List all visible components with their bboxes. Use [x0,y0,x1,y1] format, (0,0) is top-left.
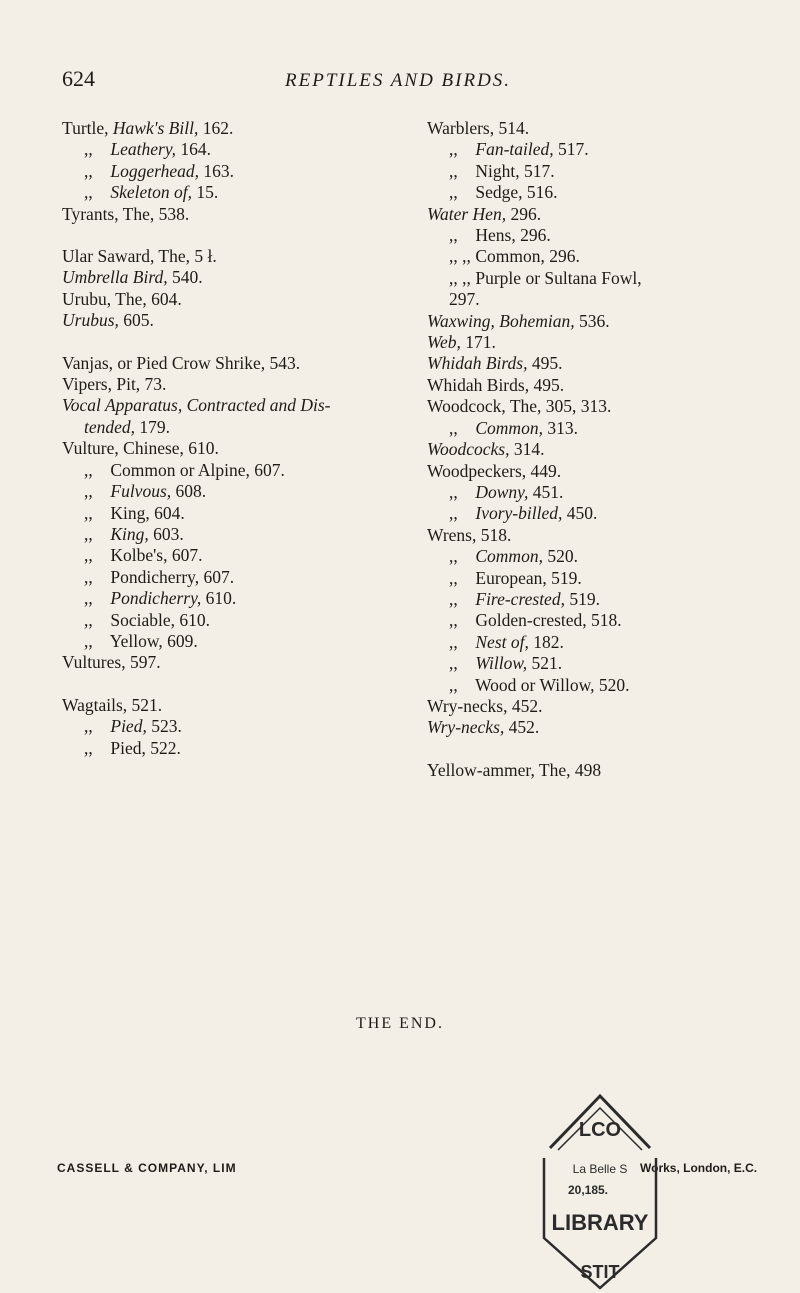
entry-tail: 521. [527,653,563,674]
index-entry [427,246,787,267]
ditto-mark: ,, [84,459,93,480]
entry-text: Common or Alpine, 607. [110,459,285,480]
running-title: REPTILES AND BIRDS. [285,70,512,91]
stamp-bottom: STIT [580,1262,620,1282]
index-entry [62,374,392,395]
entry-tail: 540. [167,267,203,288]
entry-text: Common, 296. [475,246,580,267]
entry-text: Warblers, 514. [427,118,530,138]
entry-tail: 15. [192,182,219,203]
index-entry [427,461,787,482]
ditto-mark: ,, [449,481,458,502]
ditto-mark: ,, [449,417,458,438]
ditto-mark: ,, [84,502,93,523]
index-entry [427,760,787,781]
printer-imprint-right: Works, London, E.C. [640,1161,758,1175]
entry-italic: Waxwing, Bohemian, [427,310,575,331]
index-entry [62,161,392,182]
entry-tail: 603. [148,523,184,544]
index-entry [62,481,392,502]
index-entry [427,118,787,139]
ditto-mark: ,, [449,546,458,567]
index-column-left [62,118,392,759]
index-entry [427,311,787,332]
entry-tail: 517. [553,139,589,160]
entry-text: Whidah Birds, 495. [427,374,565,395]
index-entry [427,396,787,417]
entry-italic: Common, [475,546,543,567]
index-entry [62,417,392,438]
entry-text: Night, 517. [475,160,555,181]
entry-tail: 163. [199,160,235,181]
index-entry [427,503,787,524]
entry-italic: Whidah Birds, [427,353,528,374]
ditto-mark: ,, [84,481,93,502]
index-entry [62,353,392,374]
entry-tail: 171. [460,332,496,353]
index-entry [62,395,392,416]
index-entry [62,438,392,459]
ditto-mark: ,, [449,139,458,160]
entry-italic: tended, [84,416,136,437]
entry-tail: 452. [504,717,540,738]
index-entry [427,696,787,717]
ditto-mark: ,, [84,737,93,758]
index-entry [62,139,392,160]
entry-italic: Hawk's Bill, [112,118,199,138]
index-entry [427,717,787,738]
index-entry [427,610,787,631]
index-entry [62,567,392,588]
entry-italic: Umbrella Bird, [62,267,168,288]
entry-italic: Vocal Apparatus, Contracted and Dis- [62,395,331,416]
entry-tail: 605. [118,310,154,331]
ditto-mark: ,, [84,139,93,160]
ditto-mark: ,, [449,588,458,609]
entry-text: European, 519. [475,567,582,588]
entry-italic: Leathery, [110,139,176,160]
entry-italic: Woodcocks, [427,439,510,460]
ditto-mark: ,, [84,160,93,181]
stamp-line1: La Belle S [572,1162,628,1176]
entry-text: Wagtails, 521. [62,694,163,715]
ditto-mark: ,, [449,182,458,203]
entry-text: Hens, 296. [475,225,551,246]
ditto-mark: ,, [84,523,93,544]
entry-text: Wry-necks, 452. [427,695,543,716]
entry-italic: Fan-tailed, [475,139,554,160]
entry-tail: 164. [176,139,211,160]
entry-text: Turtle, [62,118,113,138]
ditto-mark: ,, [84,716,93,737]
index-entry [62,631,392,652]
ditto-mark: ,, [449,610,458,631]
entry-tail: 314. [509,439,545,460]
entry-tail: 182. [528,631,564,652]
entry-tail: 162. [198,118,234,138]
entry-text: Woodcock, The, 305, 313. [427,396,612,417]
ditto-mark: ,, [84,566,93,587]
index-entry [62,738,392,759]
entry-italic: Common, [475,417,543,438]
index-entry [62,118,392,139]
the-end: THE END. [356,1015,444,1032]
entry-text: King, 604. [110,502,185,523]
entry-text: Yellow, 609. [109,630,198,651]
entry-italic: Pied, [110,716,147,737]
ditto-mark: ,, [84,545,93,566]
ditto-mark: ,, [449,653,458,674]
index-entry [427,589,787,610]
index-entry [62,310,392,331]
index-entry [427,653,787,674]
entry-italic: Wry-necks, [427,717,505,738]
index-entry [427,418,787,439]
index-entry [427,482,787,503]
index-entry [427,568,787,589]
entry-tail: 451. [528,481,564,502]
ditto-mark: ,, ,, [449,267,471,288]
index-entry [427,353,787,374]
entry-tail: 450. [562,503,598,524]
ditto-mark: ,, [449,674,458,695]
entry-tail: 523. [146,716,182,737]
entry-text: Wrens, 518. [427,524,512,545]
index-entry [62,182,392,203]
index-entry [427,182,787,203]
entry-tail: 536. [574,310,610,331]
entry-tail: 179. [135,416,171,437]
stamp-top-text: LCO [578,1119,622,1141]
entry-tail: 610. [201,588,237,609]
index-entry [62,524,392,545]
index-entry [62,267,392,288]
index-entry [427,439,787,460]
ditto-mark: ,, [449,631,458,652]
entry-italic: Urubus, [62,310,119,331]
entry-text: Tyrants, The, 538. [62,203,190,224]
entry-italic: Downy, [475,481,529,502]
entry-text: Purple or Sultana Fowl, [475,267,642,288]
entry-text: Pied, 522. [110,737,181,758]
entry-text: Woodpeckers, 449. [427,460,562,481]
entry-italic: King, [110,523,149,544]
entry-tail: 296. [506,203,542,224]
entry-text: Sedge, 516. [475,182,558,203]
index-entry [62,460,392,481]
entry-text: Kolbe's, 607. [110,545,203,566]
index-entry [427,632,787,653]
entry-text: Urubu, The, 604. [62,288,182,309]
entry-italic: Skeleton of, [110,182,193,203]
index-entry [427,289,787,310]
entry-italic: Nest of, [475,631,529,652]
entry-italic: Pondicherry, [110,588,202,609]
entry-text: Pondicherry, 607. [110,566,235,587]
index-entry [62,610,392,631]
index-entry [427,546,787,567]
entry-italic: Willow, [475,653,528,674]
index-entry [427,139,787,160]
index-entry [62,204,392,225]
index-entry [427,225,787,246]
ditto-mark: ,, [84,588,93,609]
index-entry [427,375,787,396]
index-entry [427,525,787,546]
ditto-mark: ,, [84,630,93,651]
ditto-mark: ,, [449,503,458,524]
entry-italic: Fulvous, [110,481,172,502]
entry-tail: 608. [171,481,207,502]
index-entry [62,545,392,566]
stamp-main: LIBRARY [551,1210,649,1235]
index-entry [427,204,787,225]
entry-tail: 520. [542,546,578,567]
entry-text: Ular Saward, The, 5 ł. [62,246,217,267]
page-number: 624 [62,66,95,91]
index-entry [62,652,392,673]
ditto-mark: ,, [449,160,458,181]
entry-italic: Fire-crested, [475,588,565,609]
entry-text: Vulture, Chinese, 610. [62,438,219,459]
entry-tail: 519. [564,588,600,609]
index-entry [62,716,392,737]
ditto-mark: ,, ,, [449,246,471,267]
index-entry [427,161,787,182]
entry-tail: 313. [542,417,578,438]
ditto-mark: ,, [449,567,458,588]
entry-text: Yellow-ammer, The, 498 [427,759,602,780]
entry-text: 297. [449,289,480,310]
entry-italic: Ivory-billed, [475,503,563,524]
index-entry [427,332,787,353]
entry-text: Sociable, 610. [110,609,211,630]
ditto-mark: ,, [84,609,93,630]
index-entry [62,503,392,524]
stamp-line2: 20,185. [567,1183,609,1197]
entry-tail: 495. [527,353,563,374]
entry-text: Vipers, Pit, 73. [62,374,167,395]
library-stamp [540,1088,660,1293]
ditto-mark: ,, [449,225,458,246]
index-entry [62,588,392,609]
index-entry [62,289,392,310]
index-entry [427,268,787,289]
entry-text: Golden-crested, 518. [475,610,622,631]
index-entry [62,695,392,716]
entry-text: Vultures, 597. [62,652,161,673]
entry-italic: Water Hen, [427,203,507,224]
entry-italic: Web, [427,332,461,353]
index-entry [62,246,392,267]
printer-imprint-left: CASSELL & COMPANY, LIM [57,1161,237,1175]
entry-italic: Loggerhead, [110,160,200,181]
entry-text: Wood or Willow, 520. [475,674,630,695]
index-entry [427,675,787,696]
ditto-mark: ,, [84,182,93,203]
entry-text: Vanjas, or Pied Crow Shrike, 543. [62,352,301,373]
index-column-right [427,118,787,781]
